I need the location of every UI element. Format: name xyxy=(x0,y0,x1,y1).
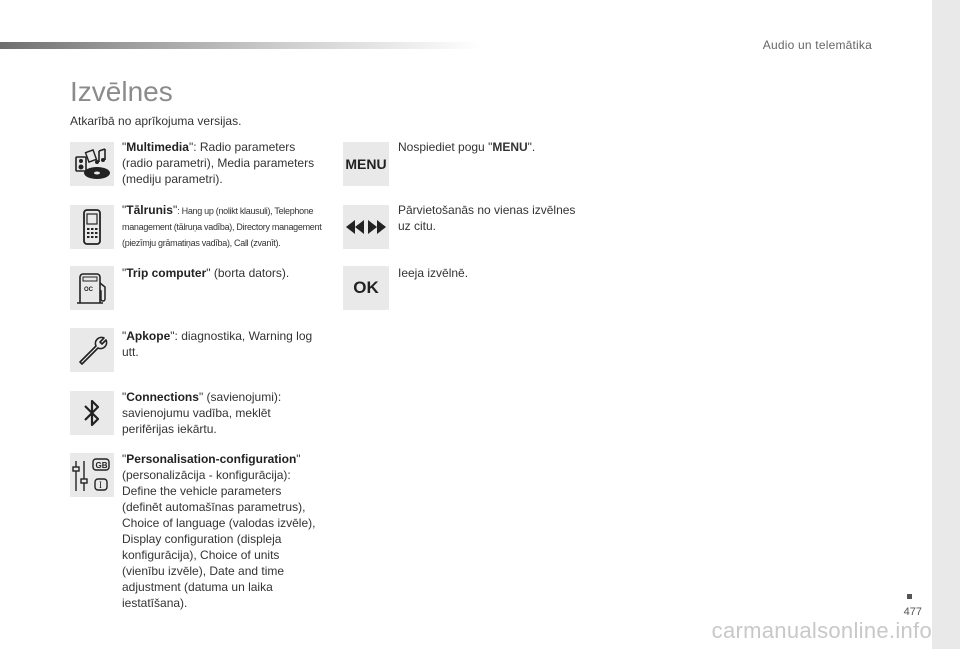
svg-text:I: I xyxy=(99,480,102,490)
chapter-title: Audio un telemātika xyxy=(762,38,872,52)
watermark: carmanualsonline.info xyxy=(711,618,932,643)
svg-text:GB: GB xyxy=(95,461,108,470)
page-title: Izvēlnes xyxy=(70,76,173,107)
ok-button[interactable]: OK xyxy=(343,266,389,310)
arrows-description: Pārvietošanās no vienas izvēlnes uz citu. xyxy=(398,203,576,233)
page-subtitle: Atkarībā no aprīkojuma versijas. xyxy=(70,114,242,128)
menu-item-trip-computer: "Trip computer" (borta dators). xyxy=(122,266,290,280)
page-number: 477 xyxy=(903,606,922,618)
menu-item-maintenance: "Apkope": diagnostika, Warning log utt. xyxy=(122,329,313,359)
fuel-pump-icon xyxy=(70,266,114,310)
menu-button[interactable]: MENU xyxy=(343,142,389,186)
phone-icon xyxy=(70,205,114,249)
menu-item-connections: "Connections" (savienojumi): savienojumu vadība, meklēt perifērijas iekārtu. xyxy=(122,390,282,436)
menu-button-description: Nospiediet pogu "MENU". xyxy=(398,140,536,154)
wrench-icon xyxy=(70,328,114,372)
ok-button-description: Ieeja izvēlnē. xyxy=(398,266,469,280)
settings-sliders-icon xyxy=(70,453,114,497)
menu-item-multimedia: "Multimedia": Radio parameters (radio parametri), Media parameters (mediju parametri). xyxy=(122,140,315,186)
menu-item-personalisation: "Personalisation-configuration" (personalizācija - konfigurācija): Define the vehicle parameters (definēt automašīnas parametrus), Choice of language (valodas izvēle), Display configuration (displeja konfigurācija), Choice of units (vienību izvēle), Date and time adjustment (datuma un laika iestatīšana). xyxy=(122,452,316,610)
page-edge-strip xyxy=(932,0,960,649)
svg-text:OC: OC xyxy=(84,287,93,293)
header-rule xyxy=(0,42,480,49)
bluetooth-icon xyxy=(70,391,114,435)
page-marker xyxy=(907,594,912,599)
music-media-icon xyxy=(70,142,114,186)
prev-next-arrows-icon[interactable] xyxy=(343,205,389,249)
menu-item-telephone: "Tālrunis": Hang up (nolikt klausuli), Telephone management (tālruņa vadība), Directory management (piezīmju grāmatiņas vadība), Call (zvanīt). xyxy=(122,203,322,248)
